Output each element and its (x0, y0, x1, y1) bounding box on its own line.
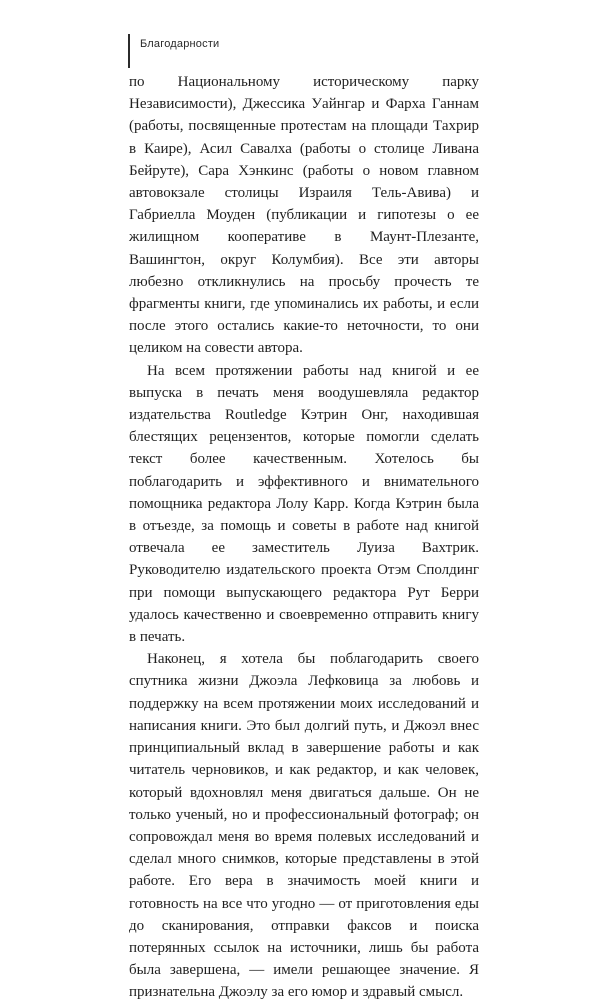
body-text (129, 71, 479, 1004)
paragraph-3: Наконец, я хотела бы поблагодарить своего спутника жизни Джоэла Лефковица за любовь и поддержку на всем протяжении моих исследований и написания книги. Это был долгий путь, и Джоэл внес принципиальный вклад в завершение работы и как читатель черновиков, и как редактор, и как человек, который вдохновлял меня двигаться дальше. Он не только ученый, но и профессиональный фотограф; он сопровождал меня во время полевых исследований и сделал много снимков, которые представлены в этой работе. Его вера в значимость моей книги и готовность на все что угодно — от приготовления еды до сканирования, отправки факсов и поиска потерянных ссылок на источники, лишь бы работа была завершена, — имели решающее значение. Я признательна Джоэлу за его юмор и здравый смысл. (129, 651, 479, 1001)
paragraph-1: по Национальному историческому парку Независимости), Джессика Уайнгар и Фарха Ганнам (работы, посвященные протестам на площади Тахрир в Каире), Асил Савалха (работы о столице Ливана Бейруте), Сара Хэнкинс (работы о новом главном автовокзале столицы Израиля Тель-Авива) и Габриелла Моуден (публикации и гипотезы о ее жилищном кооперативе в Маунт-Плезанте, Вашингтон, округ Колумбия). Все эти авторы любезно откликнулись на просьбу прочесть те фрагменты книги, где упоминались их работы, и если после этого остались какие-то неточности, то они целиком на совести автора. (129, 74, 479, 357)
header-rule (128, 34, 130, 68)
paragraph-2: На всем протяжении работы над книгой и ее выпуска в печать меня воодушевляла редактор издательства Routledge Кэтрин Онг, находившая блестящих рецензентов, которые помогли сделать текст более качественным. Хотелось бы поблагодарить и эффективного и внимательного помощника редактора Лолу Карр. Когда Кэтрин была в отъезде, за помощь и советы в работе над книгой отвечала ее заместитель Луиза Вахтрик. Руководителю издательского проекта Отэм Сполдинг при помощи выпускающего редактора Рут Берри удалось качественно и своевременно отправить книгу в печать. (129, 362, 479, 646)
chapter-title: Благодарности (140, 38, 220, 50)
running-header (128, 34, 219, 68)
